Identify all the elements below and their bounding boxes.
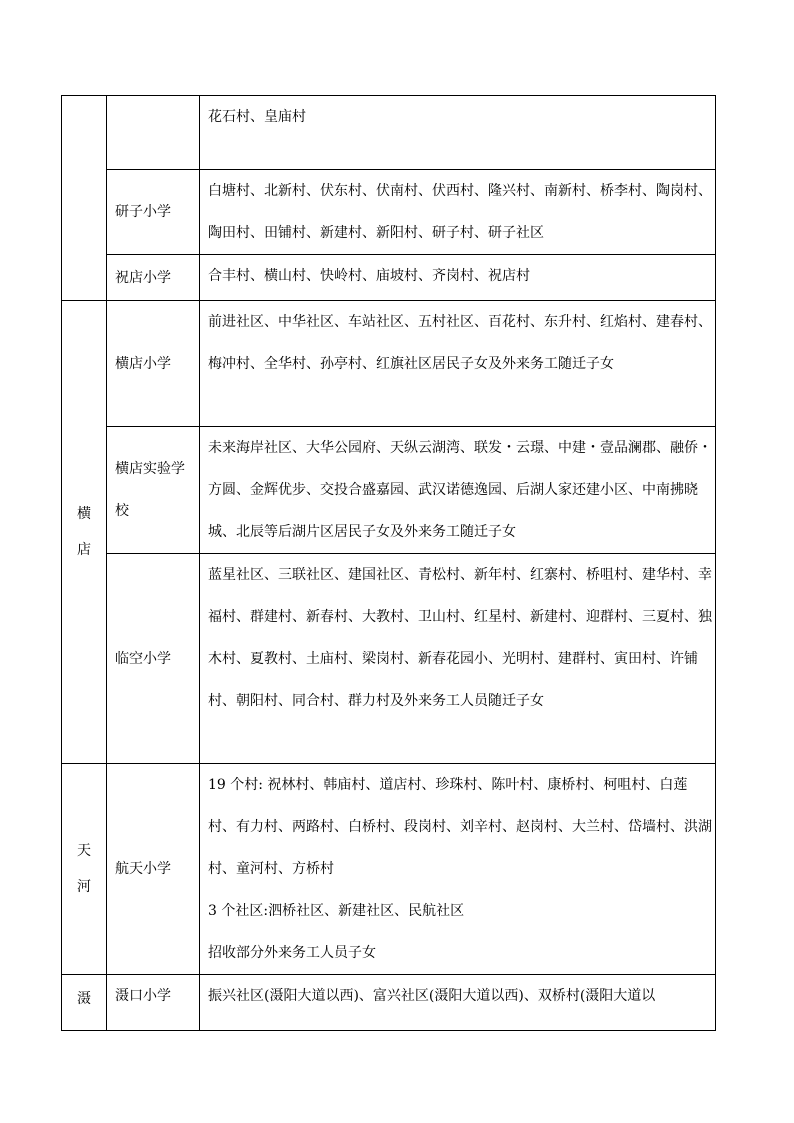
town-char: 店 xyxy=(77,542,91,558)
town-char: 横 xyxy=(77,506,91,522)
school-name: 滠口小学 xyxy=(107,975,200,1031)
area-text: 前进社区、中华社区、车站社区、五村社区、百花村、东升村、红焰村、建春村、梅冲村、全华村、孙亭村、红旗社区居民子女及外来务工随迁子女 xyxy=(208,314,712,372)
area-text: 花石村、皇庙村 xyxy=(208,109,306,125)
area-cell xyxy=(200,554,716,764)
area-text: 白塘村、北新村、伏东村、伏南村、伏西村、隆兴村、南新村、桥李村、陶岗村、陶田村、田铺村、新建村、新阳村、研子村、研子社区 xyxy=(208,183,712,241)
table-row xyxy=(62,427,716,554)
area-text: 3 个社区:泗桥社区、新建社区、民航社区 xyxy=(208,903,465,919)
school-name: 横店小学 xyxy=(107,301,200,427)
town-char: 滠 xyxy=(77,991,91,1007)
school-cell-blank xyxy=(107,96,200,170)
area-cell xyxy=(200,170,716,255)
town-cell-tianhe xyxy=(62,764,107,975)
area-cell xyxy=(200,764,716,975)
area-text: 19 个村: 祝林村、韩庙村、道店村、珍珠村、陈叶村、康桥村、柯咀村、白莲村、有力村、两路村、白桥村、段岗村、刘辛村、赵岗村、大兰村、岱墙村、洪湖村、童河村、方桥村 xyxy=(208,777,712,877)
area-text: 未来海岸社区、大华公园府、天纵云湖湾、联发・云璟、中建・壹品澜郡、融侨・方圆、金辉优步、交投合盛嘉园、武汉诺德逸园、后湖人家还建小区、中南拂晓城、北辰等后湖片区居民子女及外来务工随迁子女 xyxy=(208,440,712,540)
school-name: 横店实验学校 xyxy=(107,427,200,554)
table-row xyxy=(62,170,716,255)
table-row xyxy=(62,975,716,1031)
area-cell xyxy=(200,96,716,170)
table-row xyxy=(62,96,716,170)
area-cell xyxy=(200,255,716,301)
area-cell xyxy=(200,427,716,554)
enrollment-table xyxy=(61,95,716,1031)
school-name: 航天小学 xyxy=(107,764,200,975)
town-cell-shekou xyxy=(62,975,107,1031)
school-name: 研子小学 xyxy=(107,170,200,255)
town-cell-hengdian xyxy=(62,301,107,764)
table-row xyxy=(62,764,716,975)
area-text: 振兴社区(滠阳大道以西)、富兴社区(滠阳大道以西)、双桥村(滠阳大道以 xyxy=(208,988,656,1004)
town-char: 天 xyxy=(77,843,91,859)
school-name: 祝店小学 xyxy=(107,255,200,301)
area-text: 蓝星社区、三联社区、建国社区、青松村、新年村、红寨村、桥咀村、建华村、幸福村、群建村、新春村、大教村、卫山村、红星村、新建村、迎群村、三夏村、独木村、夏教村、土庙村、梁岗村、新春花园小、光明村、建群村、寅田村、许铺村、朝阳村、同合村、群力村及外来务工人员随迁子女 xyxy=(208,567,712,709)
table-row xyxy=(62,554,716,764)
area-cell xyxy=(200,975,716,1031)
area-text: 招收部分外来务工人员子女 xyxy=(208,945,376,961)
table-row xyxy=(62,255,716,301)
area-text: 合丰村、横山村、快岭村、庙坡村、齐岗村、祝店村 xyxy=(208,268,530,284)
table-row xyxy=(62,301,716,427)
town-cell-blank xyxy=(62,96,107,301)
school-name: 临空小学 xyxy=(107,554,200,764)
town-char: 河 xyxy=(77,879,91,895)
area-cell xyxy=(200,301,716,427)
